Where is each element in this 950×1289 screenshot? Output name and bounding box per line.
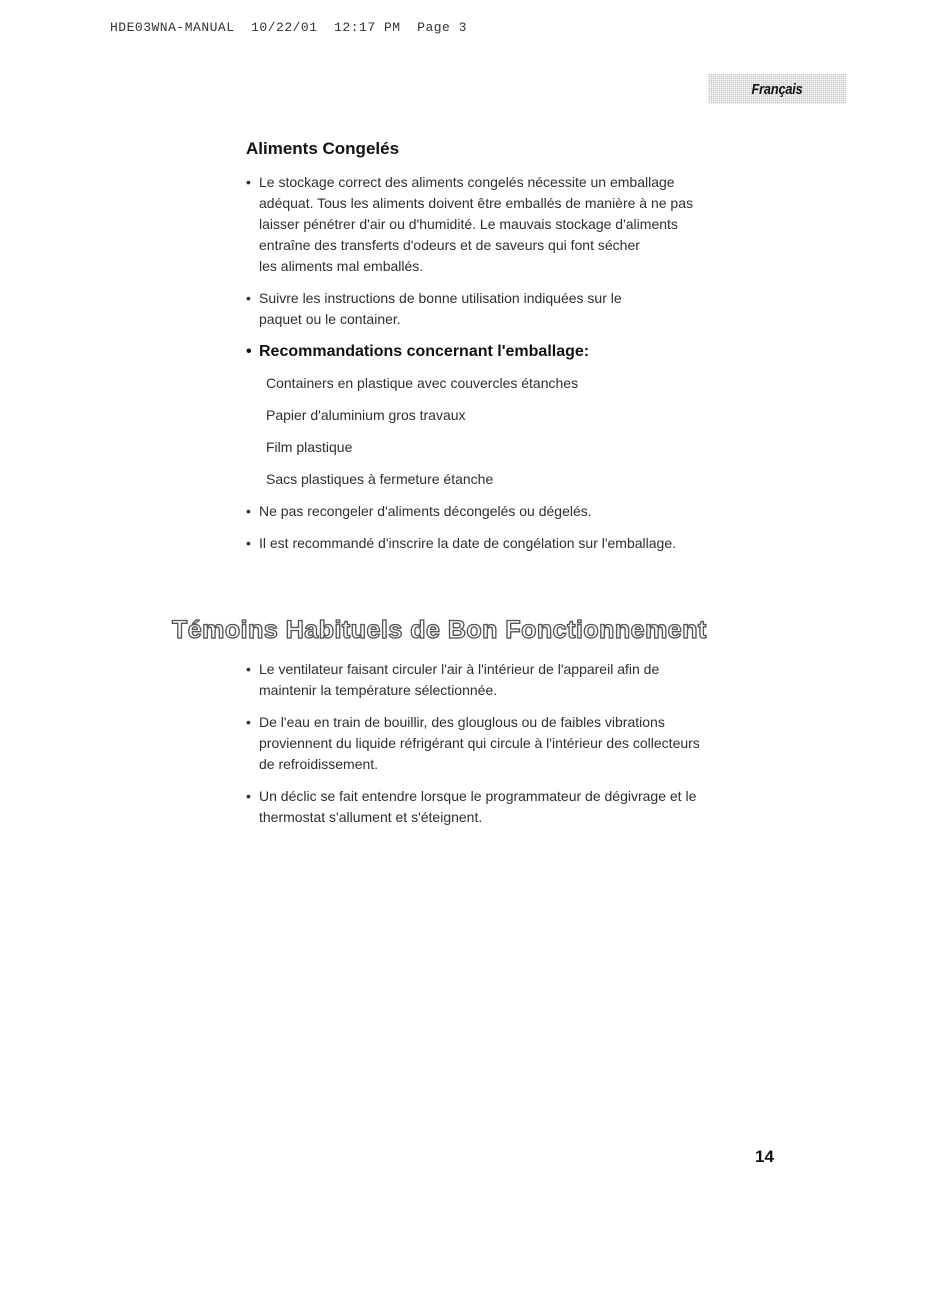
packaging-item: Papier d'aluminium gros travaux <box>266 407 466 423</box>
packaging-recommendations-heading <box>246 341 786 362</box>
packaging-item: Sacs plastiques à fermeture étanche <box>266 471 494 487</box>
normal-operation-bullets-1 <box>246 659 786 701</box>
list-item: • Le ventilateur faisant circuler l'air à l'intérieur de l'appareil afin de maintenir la température sélectionnée. <box>246 659 786 701</box>
packaging-item: Film plastique <box>266 439 353 455</box>
list-item: • Un déclic se fait entendre lorsque le programmateur de dégivrage et le thermostat s'allument et s'éteignent. <box>246 786 786 828</box>
list-item: • De l'eau en train de bouillir, des glouglous ou de faibles vibrations proviennent du liquide réfrigérant qui circule à l'intérieur des collecteurs de refroidissement. <box>246 712 786 775</box>
packaging-item: Containers en plastique avec couvercles étanches <box>266 375 579 391</box>
frozen-foods-bullets <box>246 172 786 277</box>
frozen-foods-bullets-2 <box>246 288 786 330</box>
list-item: • Suivre les instructions de bonne utilisation indiquées sur le paquet ou le container. <box>246 288 786 330</box>
page-number: 14 <box>755 1147 774 1166</box>
list-item: • Le stockage correct des aliments congelés nécessite un emballage adéquat. Tous les aliments doivent être emballés de manière à ne pas laisser pénétrer d'air ou d'humidité. Le mauvais stockage d'aliments entraîne des transferts d'odeurs et de saveurs qui font sécher les aliments mal emballés. <box>246 172 786 277</box>
print-header: HDE03WNA-MANUAL 10/22/01 12:17 PM Page 3 <box>110 20 467 35</box>
language-tab <box>708 74 846 104</box>
language-tab-label: Français <box>751 80 803 98</box>
list-item: • Ne pas recongeler d'aliments décongelés ou dégelés. <box>246 501 786 522</box>
packaging-items-list <box>266 373 578 501</box>
list-item: • Recommandations concernant l'emballage: <box>246 341 786 362</box>
frozen-foods-bullets-3 <box>246 501 786 522</box>
section-title-frozen-foods: Aliments Congelés <box>246 139 400 158</box>
list-item: • Il est recommandé d'inscrire la date de congélation sur l'emballage. <box>246 533 786 554</box>
frozen-foods-bullets-4 <box>246 533 786 554</box>
normal-operation-bullets-2 <box>246 712 786 775</box>
normal-operation-bullets-3 <box>246 786 786 828</box>
section-title-normal-operation: Témoins Habituels de Bon Fonctionnement <box>172 616 707 644</box>
